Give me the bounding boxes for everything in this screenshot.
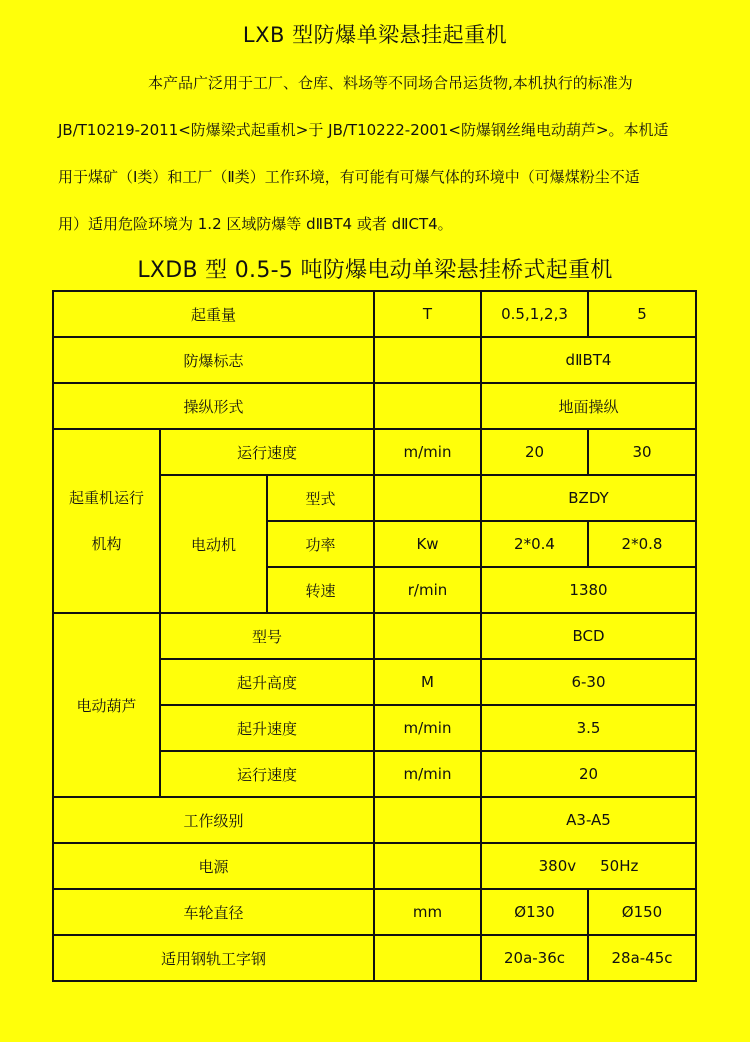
- travel-speed-unit: m/min: [374, 429, 481, 475]
- power-supply-frequency: 50Hz: [600, 857, 639, 875]
- table-row: [53, 935, 696, 981]
- motor-type-value: BZDY: [481, 475, 696, 521]
- lift-height-value: 6-30: [481, 659, 696, 705]
- travel-speed-label: 运行速度: [160, 429, 374, 475]
- wheel-value-2: Ø150: [588, 889, 696, 935]
- hoist-model-label: 型号: [160, 613, 374, 659]
- motor-rpm-unit: r/min: [374, 567, 481, 613]
- rail-value-2: 28a-45c: [588, 935, 696, 981]
- duty-value: A3-A5: [481, 797, 696, 843]
- table-row: [53, 383, 696, 429]
- motor-type-unit: [374, 475, 481, 521]
- table-row: [53, 843, 696, 889]
- rail-value-1: 20a-36c: [481, 935, 588, 981]
- power-supply-unit: [374, 843, 481, 889]
- hoist-model-unit: [374, 613, 481, 659]
- capacity-value-1: 0.5,1,2,3: [481, 291, 588, 337]
- travel-mech-label-line2: 机构: [91, 535, 122, 553]
- intro-line: JB/T10219-2011<防爆梁式起重机>于 JB/T10222-2001<防爆钢丝绳电动葫芦>。本机适: [58, 121, 669, 139]
- rail-label: 适用钢轨工字钢: [53, 935, 374, 981]
- hoist-travel-speed-unit: m/min: [374, 751, 481, 797]
- lift-speed-unit: m/min: [374, 705, 481, 751]
- rail-unit: [374, 935, 481, 981]
- lift-speed-value: 3.5: [481, 705, 696, 751]
- page-title: LXB 型防爆单梁悬挂起重机: [242, 23, 508, 47]
- explosion-mark-label: 防爆标志: [53, 337, 374, 383]
- table-title: LXDB 型 0.5-5 吨防爆电动单梁悬挂桥式起重机: [137, 258, 613, 283]
- power-supply-voltage: 380v: [538, 857, 577, 875]
- intro-line: 本产品广泛用于工厂、仓库、料场等不同场合吊运货物,本机执行的标准为: [148, 74, 633, 92]
- power-supply-value: [481, 843, 696, 889]
- table-row: [53, 429, 696, 475]
- motor-power-unit: Kw: [374, 521, 481, 567]
- spec-table: [52, 290, 697, 982]
- motor-power-value-1: 2*0.4: [481, 521, 588, 567]
- wheel-value-1: Ø130: [481, 889, 588, 935]
- explosion-mark-unit: [374, 337, 481, 383]
- wheel-label: 车轮直径: [53, 889, 374, 935]
- travel-speed-value-2: 30: [588, 429, 696, 475]
- motor-power-value-2: 2*0.8: [588, 521, 696, 567]
- motor-rpm-label: 转速: [267, 567, 374, 613]
- control-unit: [374, 383, 481, 429]
- hoist-travel-speed-value: 20: [481, 751, 696, 797]
- hoist-travel-speed-label: 运行速度: [160, 751, 374, 797]
- table-row: [53, 613, 696, 659]
- power-supply-label: 电源: [53, 843, 374, 889]
- travel-mech-label-line1: 起重机运行: [68, 489, 144, 507]
- duty-label: 工作级别: [53, 797, 374, 843]
- control-value: 地面操纵: [481, 383, 696, 429]
- capacity-value-2: 5: [588, 291, 696, 337]
- hoist-label: 电动葫芦: [53, 613, 160, 797]
- lift-height-label: 起升高度: [160, 659, 374, 705]
- travel-mech-label: [53, 429, 160, 613]
- duty-unit: [374, 797, 481, 843]
- motor-rpm-value: 1380: [481, 567, 696, 613]
- capacity-unit: T: [374, 291, 481, 337]
- intro-line: 用）适用危险环境为 1.2 区域防爆等 dⅡBT4 或者 dⅡCT4。: [58, 215, 453, 233]
- intro-line: 用于煤矿（Ⅰ类）和工厂（Ⅱ类）工作环境，有可能有可爆气体的环境中（可爆煤粉尘不适: [58, 168, 640, 186]
- motor-power-label: 功率: [267, 521, 374, 567]
- table-row: [53, 889, 696, 935]
- motor-type-label: 型式: [267, 475, 374, 521]
- motor-label: 电动机: [160, 475, 267, 613]
- table-row: [53, 291, 696, 337]
- table-row: [53, 797, 696, 843]
- lift-speed-label: 起升速度: [160, 705, 374, 751]
- explosion-mark-value: dⅡBT4: [481, 337, 696, 383]
- intro-paragraph: [58, 60, 708, 248]
- wheel-unit: mm: [374, 889, 481, 935]
- lift-height-unit: M: [374, 659, 481, 705]
- control-label: 操纵形式: [53, 383, 374, 429]
- hoist-model-value: BCD: [481, 613, 696, 659]
- table-row: [53, 337, 696, 383]
- capacity-label: 起重量: [53, 291, 374, 337]
- travel-speed-value-1: 20: [481, 429, 588, 475]
